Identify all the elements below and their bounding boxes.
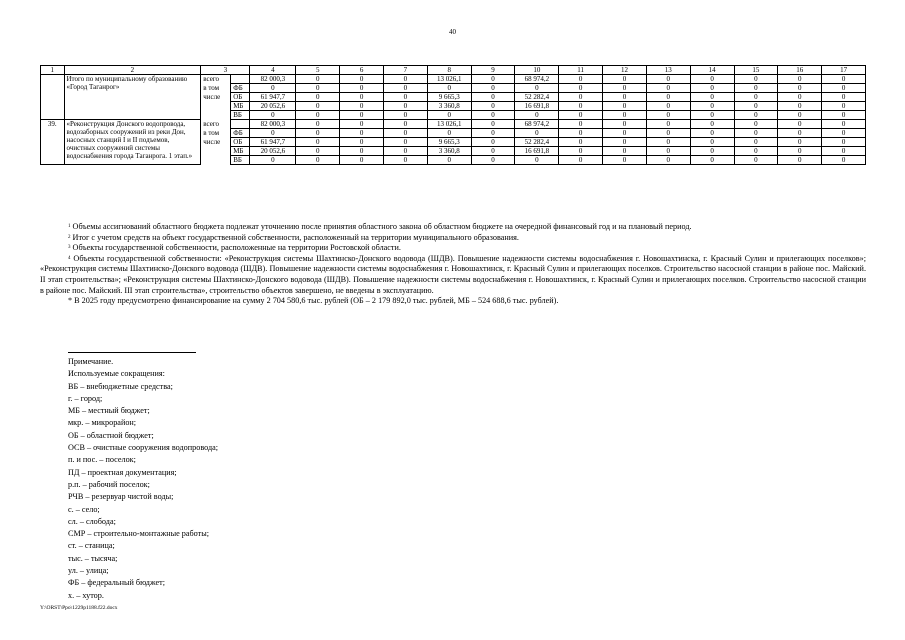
column-header: 6 xyxy=(340,66,384,75)
budget-source xyxy=(231,120,250,129)
table-cell: 0 xyxy=(296,129,340,138)
table-cell: 0 xyxy=(384,138,428,147)
table-cell: 13 026,1 xyxy=(427,75,471,84)
object-description: «Реконструкция Донского водопровода, водозаборных сооружений из реки Дон, насосных станций I и II подъемов, очистных сооружений системы водоснабжения города Таганрога. 1 этап.» xyxy=(64,120,201,165)
row-number xyxy=(41,75,65,120)
table-cell: 0 xyxy=(471,102,515,111)
table-cell: 0 xyxy=(734,147,778,156)
budget-source: ФБ xyxy=(231,129,250,138)
table-cell: 82 000,3 xyxy=(250,120,296,129)
table-cell: 0 xyxy=(296,75,340,84)
abbreviations-block xyxy=(68,356,218,602)
table-cell: 0 xyxy=(296,156,340,165)
table-cell: 0 xyxy=(778,129,822,138)
table-cell: 0 xyxy=(296,138,340,147)
table-cell: 0 xyxy=(515,84,559,93)
table-cell: 0 xyxy=(471,147,515,156)
table-cell: 0 xyxy=(778,138,822,147)
table-cell: 0 xyxy=(384,156,428,165)
abbreviation-item: х. – хутор. xyxy=(68,590,104,600)
table-cell: 0 xyxy=(822,75,866,84)
table-cell: 0 xyxy=(515,156,559,165)
table-cell: 82 000,3 xyxy=(250,75,296,84)
abbreviations-title: Используемые сокращения: xyxy=(68,369,165,379)
table-cell: 0 xyxy=(734,129,778,138)
abbreviation-item: МБ – местный бюджет; xyxy=(68,406,150,416)
table-cell: 0 xyxy=(646,138,690,147)
table-cell: 0 xyxy=(427,84,471,93)
abbreviation-item: ОСВ – очистные сооружения водопровода; xyxy=(68,443,219,453)
table-cell: 0 xyxy=(734,138,778,147)
table-cell: 0 xyxy=(471,93,515,102)
table-cell: 0 xyxy=(778,156,822,165)
table-cell: 0 xyxy=(690,129,734,138)
budget-source: ОБ xyxy=(231,93,250,102)
table-cell: 0 xyxy=(250,156,296,165)
table-cell: 0 xyxy=(778,75,822,84)
table-cell: 0 xyxy=(778,147,822,156)
separator-line xyxy=(68,352,196,353)
abbreviation-item: ПД – проектная документация; xyxy=(68,467,177,477)
table-cell: 0 xyxy=(515,129,559,138)
table-cell: 0 xyxy=(340,138,384,147)
table-cell: 0 xyxy=(296,93,340,102)
abbreviation-item: СМР – строительно-монтажные работы; xyxy=(68,529,210,539)
page-number: 40 xyxy=(449,28,456,36)
table-cell: 20 052,6 xyxy=(250,102,296,111)
table-cell: 0 xyxy=(822,129,866,138)
table-cell: 52 282,4 xyxy=(515,93,559,102)
table-cell: 0 xyxy=(471,120,515,129)
note-title: Примечание. xyxy=(68,357,114,366)
footnotes xyxy=(40,222,866,307)
footnote-text: Итог с учетом средств на объект государственной собственности, расположенный на территории муниципального образования. xyxy=(72,232,519,242)
table-cell: 0 xyxy=(778,84,822,93)
table-cell: 0 xyxy=(603,147,647,156)
table-cell: 61 947,7 xyxy=(250,138,296,147)
column-header: 2 xyxy=(64,66,201,75)
table-cell: 0 xyxy=(427,156,471,165)
abbreviation-item: ул. – улица; xyxy=(68,566,109,576)
table-cell: 0 xyxy=(778,102,822,111)
table-cell: 0 xyxy=(384,75,428,84)
footnote xyxy=(40,296,866,307)
footnote-mark: 3 xyxy=(68,245,71,251)
table-cell: 0 xyxy=(250,111,296,120)
table-cell: 0 xyxy=(471,75,515,84)
table-cell: 0 xyxy=(690,102,734,111)
budget-label: всего xyxy=(201,75,231,84)
column-header: 5 xyxy=(296,66,340,75)
table-cell: 0 xyxy=(603,111,647,120)
table-cell: 0 xyxy=(734,102,778,111)
table-cell: 68 974,2 xyxy=(515,120,559,129)
table-cell: 0 xyxy=(734,156,778,165)
abbreviation-item: сл. – слобода; xyxy=(68,516,116,526)
object-description: Итого по муниципальному образованию «Город Таганрог» xyxy=(64,75,201,120)
table-cell: 0 xyxy=(646,102,690,111)
table-cell: 0 xyxy=(340,93,384,102)
abbreviation-item: п. и пос. – поселок; xyxy=(68,455,136,465)
budget-label xyxy=(201,147,231,156)
table-cell: 9 665,3 xyxy=(427,93,471,102)
table-cell: 0 xyxy=(603,102,647,111)
table-cell: 0 xyxy=(384,93,428,102)
abbreviation-item: ФБ – федеральный бюджет; xyxy=(68,578,165,588)
table-cell: 0 xyxy=(471,156,515,165)
table-cell: 0 xyxy=(690,93,734,102)
row-number: 39. xyxy=(41,120,65,165)
table-cell: 0 xyxy=(603,138,647,147)
table-cell: 0 xyxy=(427,129,471,138)
budget-label: в том xyxy=(201,84,231,93)
column-header: 14 xyxy=(690,66,734,75)
column-header: 4 xyxy=(250,66,296,75)
table-cell: 0 xyxy=(296,84,340,93)
table-cell: 0 xyxy=(340,84,384,93)
table-cell: 0 xyxy=(559,156,603,165)
table-cell: 0 xyxy=(384,111,428,120)
footnote-mark: 4 xyxy=(68,255,71,261)
table-cell: 16 691,8 xyxy=(515,102,559,111)
budget-source: ОБ xyxy=(231,138,250,147)
column-header: 9 xyxy=(471,66,515,75)
table-cell: 20 052,6 xyxy=(250,147,296,156)
table-cell: 0 xyxy=(384,84,428,93)
table-cell: 0 xyxy=(603,120,647,129)
table-cell: 0 xyxy=(778,120,822,129)
table-cell: 0 xyxy=(559,129,603,138)
budget-source: ВБ xyxy=(231,111,250,120)
table-cell: 0 xyxy=(559,138,603,147)
table-cell: 3 360,8 xyxy=(427,147,471,156)
table-cell: 0 xyxy=(384,120,428,129)
column-header: 1 xyxy=(41,66,65,75)
budget-label xyxy=(201,156,231,165)
table-cell: 0 xyxy=(603,129,647,138)
table-cell: 16 691,8 xyxy=(515,147,559,156)
table-cell: 0 xyxy=(734,120,778,129)
table-cell: 0 xyxy=(296,120,340,129)
table-cell: 0 xyxy=(340,147,384,156)
table-cell: 0 xyxy=(690,111,734,120)
column-header: 7 xyxy=(384,66,428,75)
table-cell: 0 xyxy=(340,120,384,129)
table-cell: 61 947,7 xyxy=(250,93,296,102)
table-header-row xyxy=(41,66,866,75)
table-cell: 0 xyxy=(340,75,384,84)
column-header: 11 xyxy=(559,66,603,75)
table-cell: 13 026,1 xyxy=(427,120,471,129)
table-cell: 0 xyxy=(690,75,734,84)
footnote xyxy=(40,222,866,233)
abbreviation-item: ОБ – областной бюджет; xyxy=(68,430,154,440)
column-header: 3 xyxy=(201,66,250,75)
table-cell: 0 xyxy=(690,138,734,147)
footnote-mark: * xyxy=(68,296,73,306)
table-cell: 0 xyxy=(340,129,384,138)
table-cell: 0 xyxy=(559,93,603,102)
table-cell: 0 xyxy=(822,147,866,156)
table-cell: 0 xyxy=(734,93,778,102)
table-cell: 0 xyxy=(690,147,734,156)
table-cell: 0 xyxy=(384,147,428,156)
table-cell: 0 xyxy=(603,93,647,102)
table-cell: 0 xyxy=(603,84,647,93)
table-cell: 0 xyxy=(603,156,647,165)
column-header: 10 xyxy=(515,66,559,75)
table-cell: 0 xyxy=(734,111,778,120)
table-cell: 0 xyxy=(822,120,866,129)
table-cell: 0 xyxy=(471,84,515,93)
footnote xyxy=(40,233,866,244)
table-cell: 0 xyxy=(296,147,340,156)
table-cell: 0 xyxy=(690,84,734,93)
column-header: 13 xyxy=(646,66,690,75)
table-cell: 0 xyxy=(340,111,384,120)
budget-source xyxy=(231,75,250,84)
funding-table xyxy=(40,65,866,165)
abbreviation-item: мкр. – микрорайон; xyxy=(68,418,137,428)
abbreviation-item: РЧВ – резервуар чистой воды; xyxy=(68,492,174,502)
table-cell: 0 xyxy=(250,129,296,138)
table-cell: 0 xyxy=(603,75,647,84)
table-cell: 0 xyxy=(778,93,822,102)
table-cell: 0 xyxy=(734,75,778,84)
table-cell: 0 xyxy=(384,102,428,111)
table-cell: 0 xyxy=(646,120,690,129)
table-cell: 0 xyxy=(471,111,515,120)
footnote xyxy=(40,254,866,296)
column-header: 17 xyxy=(822,66,866,75)
table-cell: 0 xyxy=(646,75,690,84)
table-cell: 0 xyxy=(822,156,866,165)
table-cell: 0 xyxy=(822,111,866,120)
table-cell: 0 xyxy=(515,111,559,120)
table-cell: 0 xyxy=(646,84,690,93)
table-cell: 0 xyxy=(646,147,690,156)
table-cell: 0 xyxy=(690,156,734,165)
budget-label: числе xyxy=(201,138,231,147)
budget-source: ВБ xyxy=(231,156,250,165)
column-header: 12 xyxy=(603,66,647,75)
table-cell: 0 xyxy=(822,138,866,147)
table-cell: 0 xyxy=(646,93,690,102)
table-cell: 0 xyxy=(384,129,428,138)
budget-source: МБ xyxy=(231,102,250,111)
table-cell: 0 xyxy=(296,102,340,111)
table-cell: 0 xyxy=(559,75,603,84)
table-cell: 0 xyxy=(340,102,384,111)
table-cell: 0 xyxy=(296,111,340,120)
table-cell: 0 xyxy=(559,84,603,93)
footnote-mark: 1 xyxy=(68,224,71,229)
footnote-text: Объемы ассигнований областного бюджета подлежат уточнению после принятия областного закона об областном бюджете на очередной финансовый год и на плановый период. xyxy=(72,222,692,231)
table-cell: 0 xyxy=(822,84,866,93)
table-row xyxy=(41,75,866,84)
table-cell: 0 xyxy=(250,84,296,93)
column-header: 8 xyxy=(427,66,471,75)
column-header: 15 xyxy=(734,66,778,75)
abbreviation-item: ст. – станица; xyxy=(68,541,115,551)
table-cell: 0 xyxy=(559,111,603,120)
table-row xyxy=(41,120,866,129)
table-cell: 0 xyxy=(690,120,734,129)
footnote xyxy=(40,243,866,254)
budget-label xyxy=(201,111,231,120)
table-cell: 0 xyxy=(646,111,690,120)
table-cell: 0 xyxy=(646,129,690,138)
table-cell: 68 974,2 xyxy=(515,75,559,84)
abbreviation-item: с. – село; xyxy=(68,504,100,514)
budget-source: ФБ xyxy=(231,84,250,93)
footnote-mark: 2 xyxy=(68,234,71,240)
table-cell: 0 xyxy=(559,147,603,156)
abbreviation-item: р.п. – рабочий поселок; xyxy=(68,479,150,489)
footnote-text: Объекты государственной собственности, расположенные на территории Ростовской области. xyxy=(72,243,401,253)
budget-label: всего xyxy=(201,120,231,129)
budget-label xyxy=(201,102,231,111)
abbreviation-item: г. – город; xyxy=(68,393,103,403)
abbreviation-item: тыс. – тысяча; xyxy=(68,553,118,563)
budget-label: в том xyxy=(201,129,231,138)
table-cell: 0 xyxy=(559,102,603,111)
table-cell: 0 xyxy=(471,138,515,147)
file-path: Y:\ORST\Ppo\1229p1188.f22.docx xyxy=(40,605,118,611)
budget-source: МБ xyxy=(231,147,250,156)
table-cell: 0 xyxy=(427,111,471,120)
table-cell: 0 xyxy=(778,111,822,120)
column-header: 16 xyxy=(778,66,822,75)
table-cell: 9 665,3 xyxy=(427,138,471,147)
table-cell: 52 282,4 xyxy=(515,138,559,147)
table-cell: 0 xyxy=(559,120,603,129)
table-cell: 0 xyxy=(646,156,690,165)
table-cell: 0 xyxy=(822,102,866,111)
budget-label: числе xyxy=(201,93,231,102)
footnote-text: Объекты государственной собственности: «Реконструкция системы Шахтинско-Донского водовода (ШДВ). Повышение надежности системы водоснабжения г. Новошахтинска, г. Красный Сулин и прилегающих поселков»; «Реконструкция системы Шахтинско-Донского водовода (ШДВ). Повышение надежности системы водоснабжения г. Новошахтинск, г. Красный Сулин и прилегающих поселков. Строительство насосной станции в районе пос. Майский. II этап строительства»; «Реконструкция системы Шахтинско-Донского водовода (ШДВ). Повышение надежности системы водоснабжения г. Новошахтинск, г. Красный Сулин и прилегающих поселков. Строительство насосной станции в районе пос. Майский. III этап строительства», строительство объектов завершено, не введены в эксплуатацию. xyxy=(40,253,867,295)
table-cell: 0 xyxy=(340,156,384,165)
footnote-text: В 2025 году предусмотрено финансирование на сумму 2 704 580,6 тыс. рублей (ОБ – 2 179 892,0 тыс. рублей, МБ – 524 688,6 тыс. рублей). xyxy=(74,296,559,306)
table-cell: 0 xyxy=(734,84,778,93)
abbreviation-item: ВБ – внебюджетные средства; xyxy=(68,381,173,391)
table-cell: 0 xyxy=(471,129,515,138)
table-cell: 0 xyxy=(822,93,866,102)
table-cell: 3 360,8 xyxy=(427,102,471,111)
